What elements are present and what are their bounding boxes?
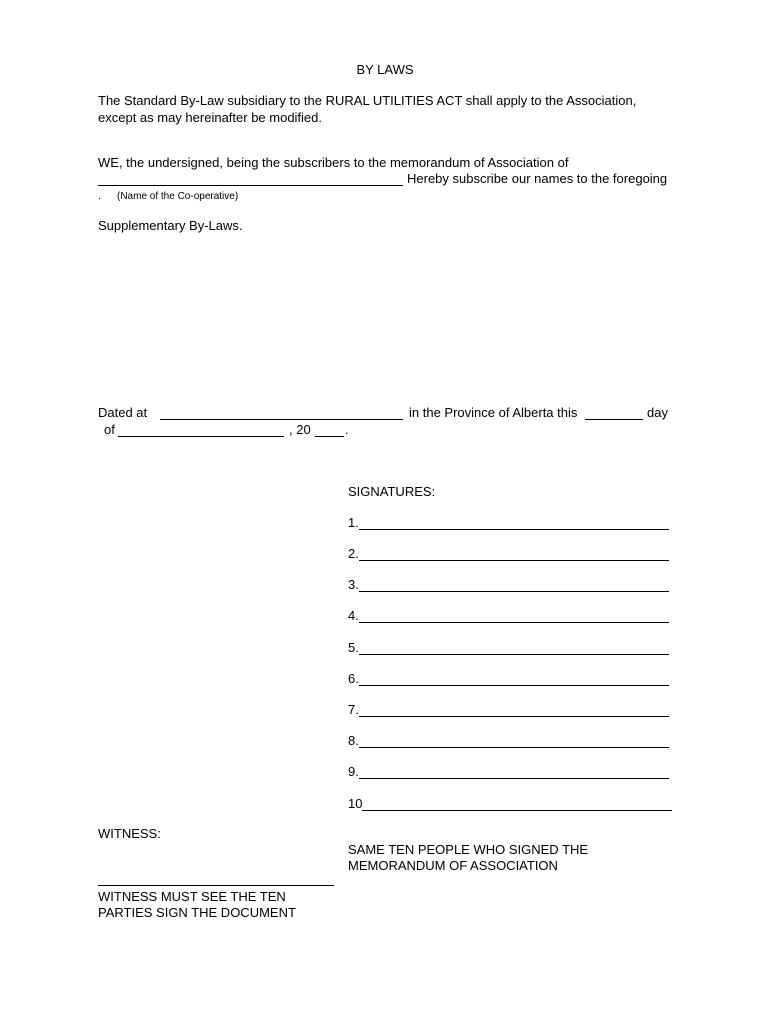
signature-number: 1. [348, 515, 359, 530]
signature-row [348, 671, 669, 687]
dated-end-mark: . [345, 422, 349, 437]
signature-number: 9. [348, 764, 359, 779]
signature-number: 3. [348, 577, 359, 592]
signature-number: 8. [348, 733, 359, 748]
signature-line-6[interactable] [359, 671, 669, 686]
signature-number: 7. [348, 702, 359, 717]
signature-number: 5. [348, 640, 359, 655]
subscription-line-2: Hereby subscribe our names to the foregoing [407, 171, 668, 186]
signature-row [348, 764, 669, 780]
intro-line-1: The Standard By-Law subsidiary to the RURAL UTILITIES ACT shall apply to the Association, [98, 93, 637, 108]
signature-number: 10 [348, 796, 363, 811]
day-label: day [647, 405, 668, 420]
signature-number: 2. [348, 546, 359, 561]
dated-at-label: Dated at [98, 405, 148, 420]
cooperative-name-field[interactable] [98, 171, 403, 186]
signature-row [348, 796, 672, 812]
signature-row [348, 515, 669, 531]
supplementary-bylaws-heading: Supplementary By-Laws. [98, 218, 243, 233]
signature-line-7[interactable] [359, 702, 669, 717]
dated-year-field[interactable] [315, 422, 344, 437]
signature-row [348, 733, 669, 749]
province-text: in the Province of Alberta this [409, 405, 578, 420]
signature-row [348, 546, 669, 562]
dated-month-field[interactable] [118, 422, 284, 437]
signature-line-3[interactable] [359, 577, 669, 592]
signature-row [348, 608, 669, 624]
dated-place-field[interactable] [160, 405, 403, 420]
dated-day-field[interactable] [585, 405, 643, 420]
signature-line-9[interactable] [359, 764, 669, 779]
signature-row [348, 702, 669, 718]
witness-note-line-1: WITNESS MUST SEE THE TEN [98, 889, 286, 904]
subscription-line-1: WE, the undersigned, being the subscribers to the memorandum of Association of [98, 155, 569, 170]
caption-marker: . [98, 191, 101, 202]
signatures-heading: SIGNATURES: [348, 484, 436, 499]
witness-signature-line[interactable] [98, 871, 334, 886]
cooperative-name-caption: (Name of the Co-operative) [117, 191, 239, 202]
signature-line-1[interactable] [359, 515, 669, 530]
of-label: of [104, 422, 115, 437]
intro-line-2: except as may hereinafter be modified. [98, 110, 323, 125]
signature-row [348, 577, 669, 593]
signature-line-4[interactable] [359, 608, 669, 623]
signers-note-line-2: MEMORANDUM OF ASSOCIATION [348, 858, 558, 873]
signature-line-5[interactable] [359, 640, 669, 655]
signers-note-line-1: SAME TEN PEOPLE WHO SIGNED THE [348, 842, 589, 857]
signature-line-2[interactable] [359, 546, 669, 561]
signature-line-10[interactable] [362, 796, 672, 811]
document-title: BY LAWS [356, 62, 414, 77]
witness-label: WITNESS: [98, 826, 161, 841]
year-prefix: , 20 [289, 422, 311, 437]
witness-note-line-2: PARTIES SIGN THE DOCUMENT [98, 905, 296, 920]
signature-number: 4. [348, 608, 359, 623]
signature-number: 6. [348, 671, 359, 686]
signature-line-8[interactable] [359, 733, 669, 748]
signature-row [348, 640, 669, 656]
